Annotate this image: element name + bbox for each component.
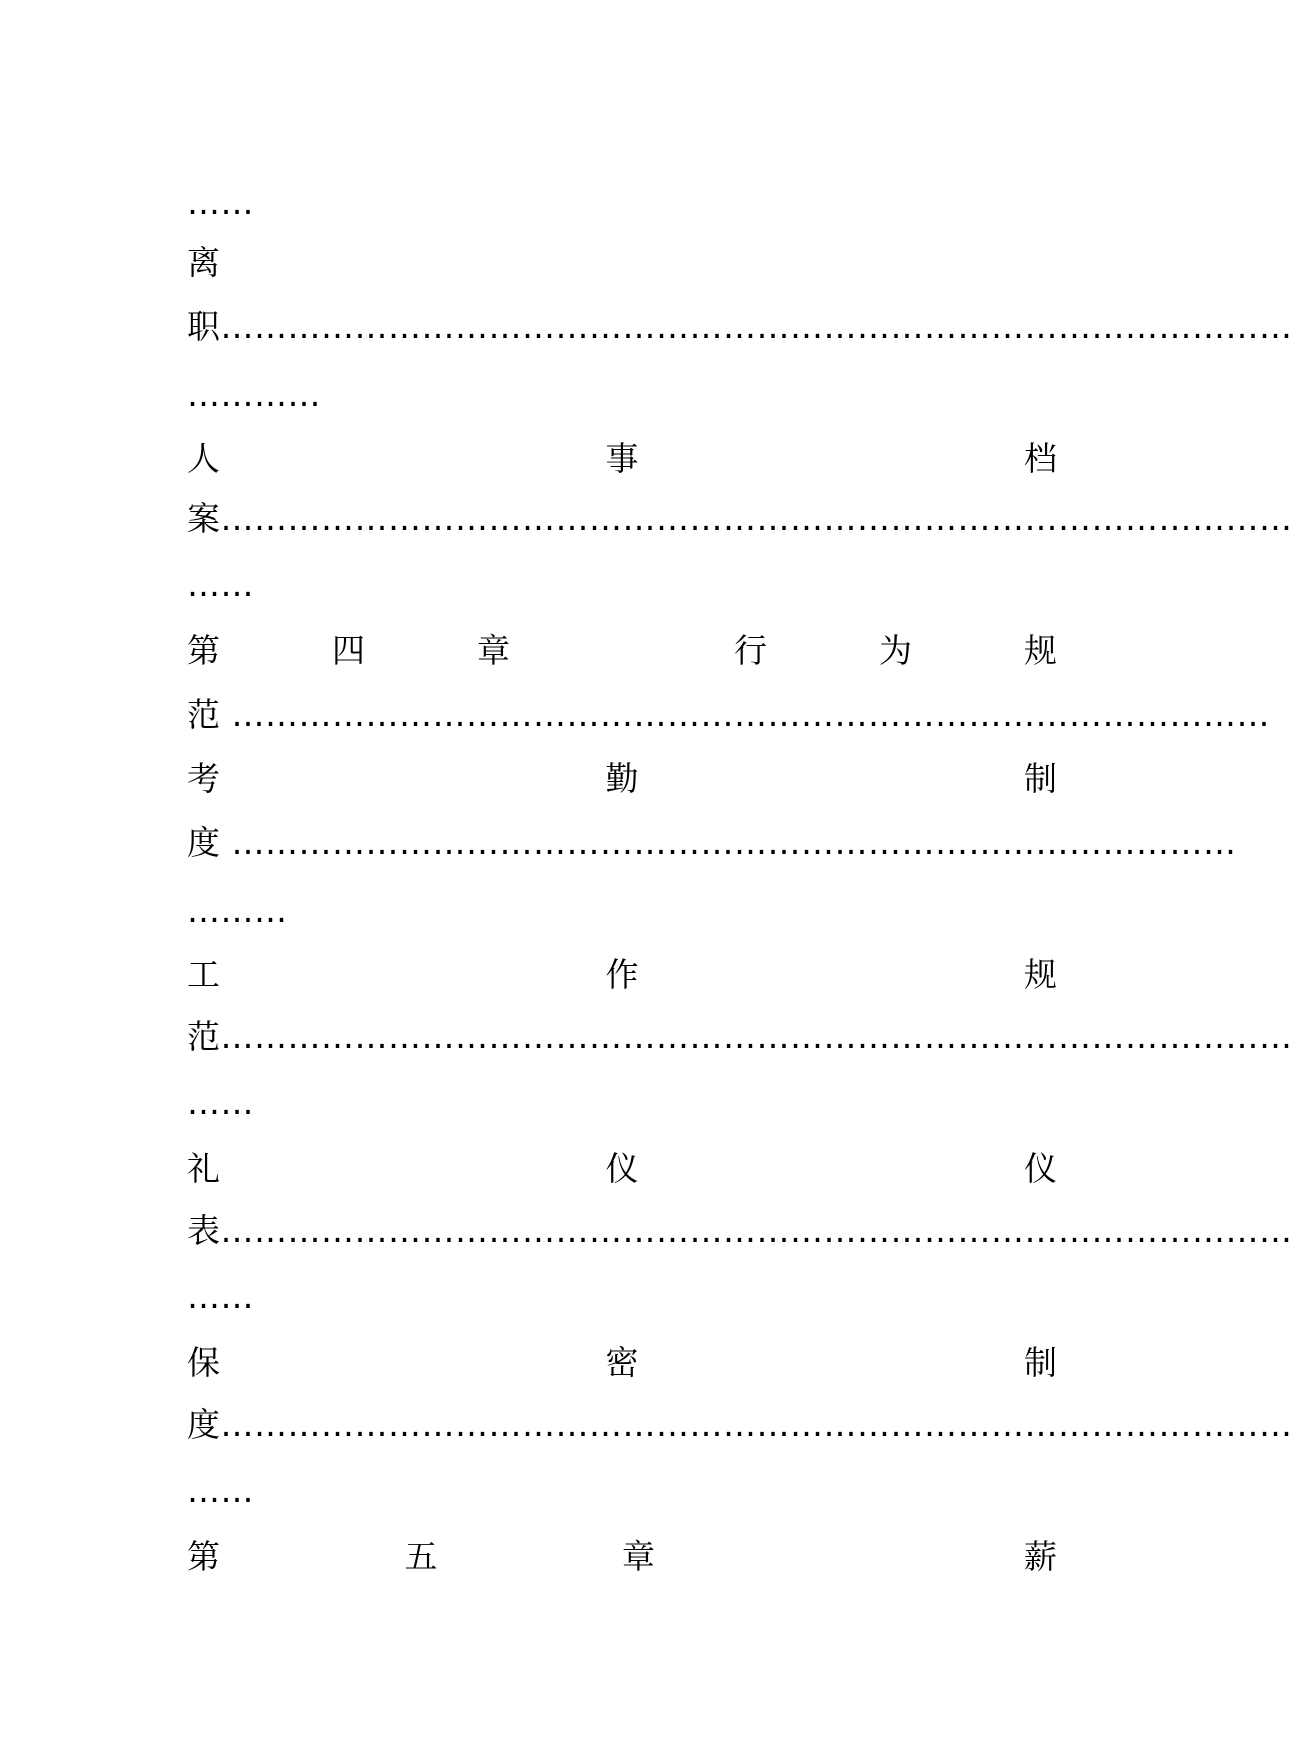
- toc-leader-line: …………: [187, 375, 321, 414]
- toc-char: 章: [477, 631, 510, 670]
- toc-char: 事: [605, 439, 639, 478]
- toc-char: 仪: [605, 1149, 639, 1188]
- toc-char: 第: [187, 1537, 220, 1576]
- toc-char: 行: [734, 631, 767, 670]
- toc-entry-line: 表……………………………………………………………………………………: [187, 1211, 1293, 1250]
- toc-char: 勤: [605, 759, 639, 798]
- toc-leader-line: ……: [187, 565, 254, 604]
- toc-leader-line: ……: [187, 1471, 254, 1510]
- toc-char: 密: [605, 1343, 639, 1382]
- toc-char: 四: [332, 631, 365, 670]
- toc-char: 为: [879, 631, 912, 670]
- toc-leader-line: ……: [187, 183, 254, 222]
- toc-entry-heading: [187, 756, 1057, 802]
- toc-char: 规: [1024, 955, 1057, 994]
- toc-char: 第: [187, 631, 220, 670]
- toc-char: 人: [187, 439, 220, 478]
- toc-char: 规: [1024, 631, 1057, 670]
- toc-entry-line: 度……………………………………………………………………………………: [187, 1405, 1293, 1444]
- toc-char: 考: [187, 759, 220, 798]
- toc-char: 礼: [187, 1149, 220, 1188]
- toc-leader-line: ………: [187, 891, 288, 930]
- toc-entry-line: 职……………………………………………………………………………………: [187, 307, 1293, 346]
- toc-leader-line: ……: [187, 1083, 254, 1122]
- toc-entry-line: 范……………………………………………………………………………………: [187, 1017, 1293, 1056]
- toc-chapter-heading: [187, 1534, 1057, 1580]
- toc-entry-heading: [187, 1146, 1057, 1192]
- toc-char: 薪: [1024, 1537, 1057, 1576]
- toc-char: 仪: [1024, 1149, 1057, 1188]
- toc-entry-heading: [187, 1340, 1057, 1386]
- toc-char: 制: [1024, 759, 1057, 798]
- toc-char: 章: [622, 1537, 655, 1576]
- toc-entry-line: 度 ………………………………………………………………………………: [187, 823, 1237, 862]
- toc-char: 制: [1024, 1343, 1057, 1382]
- toc-char: 保: [187, 1343, 220, 1382]
- toc-entry-heading: [187, 436, 1057, 482]
- toc-leader-line: ……: [187, 1277, 254, 1316]
- toc-entry-line: 案……………………………………………………………………………………: [187, 499, 1293, 538]
- toc-entry-line: 范 …………………………………………………………………………………: [187, 695, 1270, 734]
- toc-char: 工: [187, 955, 220, 994]
- toc-char: 五: [404, 1537, 438, 1576]
- toc-entry-heading: [187, 952, 1057, 998]
- toc-char: 作: [605, 955, 639, 994]
- toc-chapter-heading: [187, 628, 1057, 674]
- toc-char: 档: [1024, 439, 1057, 478]
- toc-entry-fragment: 离: [187, 243, 220, 282]
